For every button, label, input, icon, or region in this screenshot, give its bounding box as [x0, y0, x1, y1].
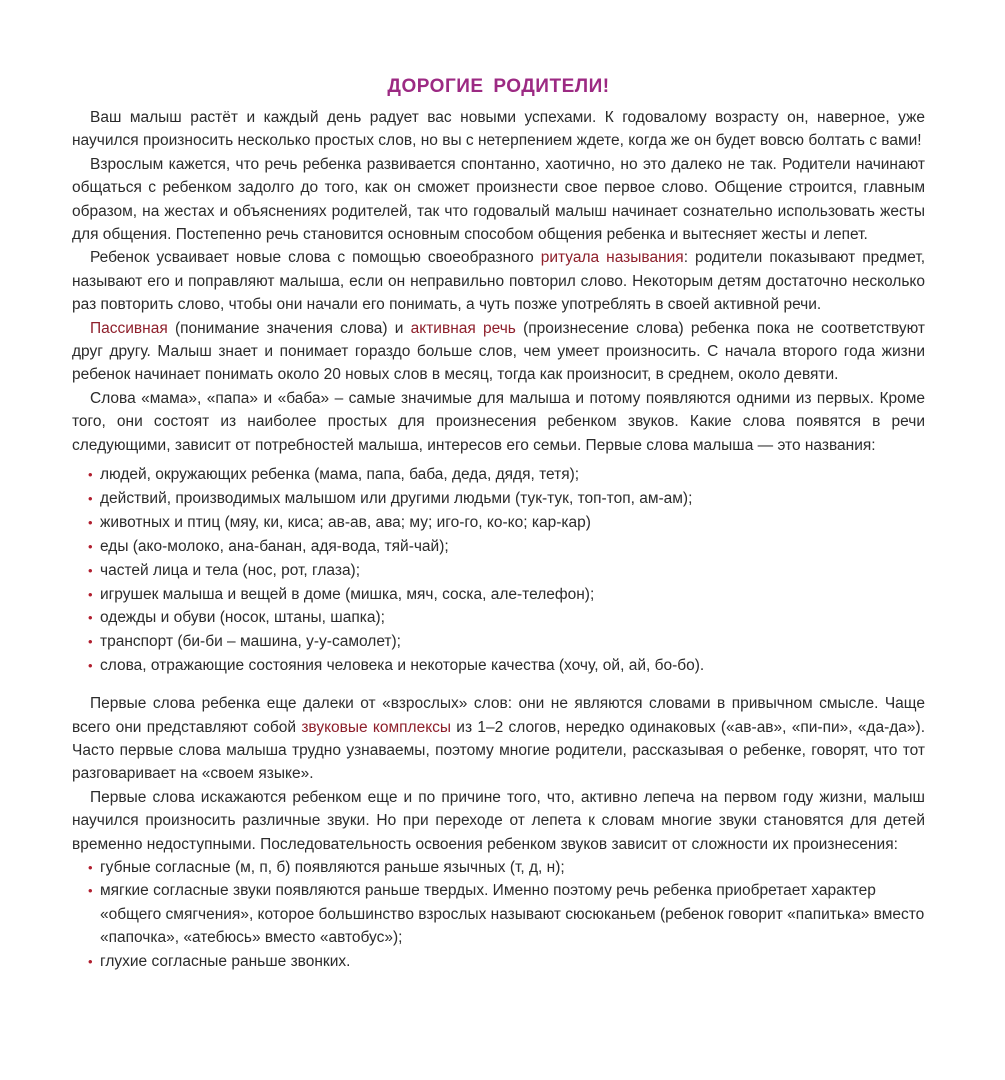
- list-item: • людей, окружающих ребенка (мама, папа, баба, деда, дядя, тетя);: [88, 463, 925, 487]
- bullet-icon: •: [88, 562, 93, 578]
- bullet-icon: •: [88, 514, 93, 530]
- sounds-order-list: [72, 856, 925, 973]
- text-segment: из 1–2 слогов, нередко одинаковых («ав-ав», «пи-пи», «да-да»). Часто первые слова малыша трудно узнаваемы, поэтому многие родители, рассказывая о ребенке, говорят, что тот разговаривает на «своем языке».: [72, 718, 926, 783]
- paragraph-passive-active: [72, 317, 925, 387]
- paragraph-sound-complexes: [72, 692, 925, 786]
- paragraph-adults: Взрослым кажется, что речь ребенка развивается спонтанно, хаотично, но это далеко не так. Родители начинают общаться с ребенком задолго до того, как он сможет произнести свое первое слово. Общение строится, главным образом, на жестах и объяснениях родителей, так что годовалый малыш начинает сознательно использовать жесты для общения. Постепенно речь становится основным способом общения ребенка и вытесняет жесты и лепет.: [72, 155, 925, 244]
- paragraph-naming-ritual: [72, 246, 925, 316]
- list-item: • животных и птиц (мяу, ки, киса; ав-ав, ава; му; иго-го, ко-ко; кар-кар): [88, 511, 925, 535]
- bullet-icon: •: [88, 586, 93, 602]
- term-sound-complexes: звуковые комплексы: [301, 718, 452, 736]
- text-segment: Ребенок усваивает новые слова с помощью своеобразного: [90, 249, 541, 267]
- bullet-icon: •: [88, 490, 93, 506]
- term-naming-ritual: ритуала называния: [540, 249, 684, 267]
- bullet-icon: •: [88, 859, 93, 875]
- list-item: • частей лица и тела (нос, рот, глаза);: [88, 559, 925, 583]
- bullet-icon: •: [88, 610, 93, 626]
- bullet-icon: •: [88, 658, 93, 674]
- bullet-icon: •: [88, 883, 93, 899]
- list-item: • игрушек малыша и вещей в доме (мишка, мяч, соска, але-телефон);: [88, 583, 925, 607]
- paragraph-intro: Ваш малыш растёт и каждый день радует вас новыми успехами. К годовалому возрасту он, наверное, уже научился произносить несколько простых слов, но вы с нетерпением ждете, когда же он будет вовсю болтать с вами!: [72, 109, 925, 150]
- list-item: • еды (ако-молоко, ана-банан, адя-вода, тяй-чай);: [88, 535, 925, 559]
- text-segment: (произнесение слова) ребенка пока не соответствуют друг другу. Малыш знает и понимает гораздо больше слов, чем умеет произносить. С начала второго года жизни ребенок начинает понимать около 20 новых слов в месяц, тогда как произносит, в среднем, около девяти.: [72, 319, 925, 384]
- list-item: • транспорт (би-би – машина, у-у-самолет);: [88, 630, 925, 654]
- list-item: • одежды и обуви (носок, штаны, шапка);: [88, 606, 925, 630]
- list-item: • глухие согласные раньше звонких.: [88, 950, 925, 973]
- term-active-speech: активная речь: [410, 319, 516, 337]
- paragraph-distortion: Первые слова искажаются ребенком еще и по причине того, что, активно лепеча на первом году жизни, малыш научился произносить различные звуки. Но при переходе от лепета к словам многие звуки становятся для детей временно недоступными. Последовательность освоения ребенком звуков зависит от сложности их произнесения:: [72, 788, 925, 853]
- list-item: • мягкие согласные звуки появляются раньше твердых. Именно поэтому речь ребенка приобретает характер «общего смягчения», которое большинство взрослых называют сюсюканьем (ребенок говорит «папитька» вместо «папочка», «атебюсь» вместо «автобус»);: [88, 879, 925, 949]
- first-words-list: [72, 463, 925, 678]
- list-item: • губные согласные (м, п, б) появляются раньше язычных (т, д, н);: [88, 856, 925, 879]
- spacer: [72, 678, 925, 692]
- bullet-icon: •: [88, 538, 93, 554]
- paragraph-first-words: Слова «мама», «папа» и «баба» – самые значимые для малыша и потому появляются одними из первых. Кроме того, они состоят из наиболее простых для произнесения ребенком звуков. Какие слова появятся в речи следующими, зависит от потребностей малыша, интересов его семьи. Первые слова малыша — это названия:: [72, 389, 925, 454]
- text-segment: Первые слова ребенка еще далеки от «взрослых» слов: они не являются словами в привычном смысле. Чаще всего они представляют собой: [72, 695, 925, 736]
- bullet-icon: •: [88, 953, 93, 969]
- page-title: ДОРОГИЕ РОДИТЕЛИ!: [387, 76, 610, 97]
- text-segment: (понимание значения слова) и: [167, 319, 411, 337]
- term-passive: Пассивная: [90, 319, 168, 337]
- bullet-icon: •: [88, 634, 93, 650]
- text-segment: : родители показывают предмет, называют его и поправляют малыша, если он неправильно повторил слово. Некоторым детям достаточно несколько раз повторить слово, чтобы они начали его понимать, а чуть позже употреблять в своей активной речи.: [72, 249, 926, 314]
- list-item: • действий, производимых малышом или другими людьми (тук-тук, топ-топ, ам-ам);: [88, 487, 925, 511]
- list-item: • слова, отражающие состояния человека и некоторые качества (хочу, ой, ай, бо-бо).: [88, 654, 925, 678]
- bullet-icon: •: [88, 467, 93, 483]
